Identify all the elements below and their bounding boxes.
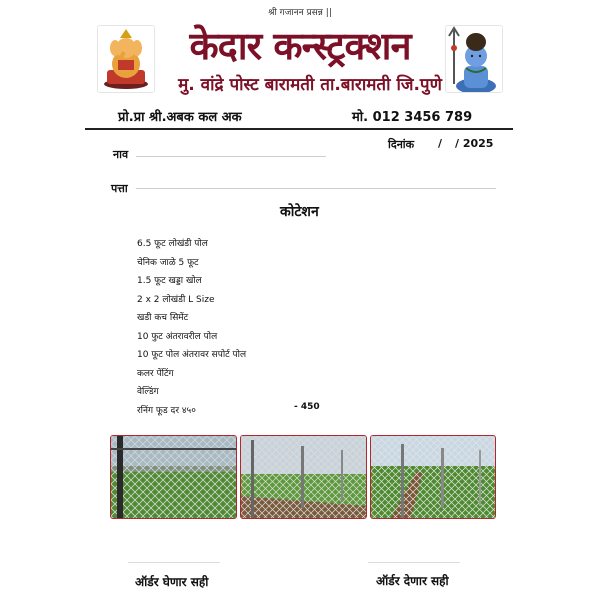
- quotation-item: कलर पेंटिंग: [137, 368, 174, 379]
- quotation-item: 6.5 फूट लोखंडी पोल: [137, 239, 208, 249]
- rate-price: - 450: [294, 402, 320, 412]
- receiver-signature-label: ऑर्डर घेणार सही: [135, 575, 209, 589]
- proprietor-name: प्रो.प्रा श्री.अबक कल अक: [118, 110, 242, 125]
- date-separator: /: [438, 137, 443, 150]
- address-label: पत्ता: [111, 182, 128, 195]
- giver-signature-line: [368, 562, 460, 563]
- fence-photo-3: [370, 435, 496, 519]
- giver-signature-label: ऑर्डर देणार सही: [376, 574, 449, 588]
- mobile-number: मो. 012 3456 789: [352, 110, 473, 125]
- header-divider: [85, 128, 513, 130]
- receiver-signature-line: [128, 562, 220, 563]
- ganesha-image: [97, 25, 155, 93]
- address-field-line[interactable]: [136, 188, 496, 189]
- company-name: केदार कन्स्ट्रक्शन: [189, 24, 411, 68]
- quotation-item: 10 फुट अंतरावरील पोल: [137, 331, 218, 342]
- company-address: मु. वांद्रे पोस्ट बारामती ता.बारामती जि.पुणे: [178, 75, 442, 95]
- quotation-item: 2 x 2 लोखंडी L Size: [137, 294, 215, 305]
- quotation-item: वेल्डिंग: [137, 387, 159, 397]
- quotation-item: रनिंग फूड दर ४५०: [137, 405, 196, 416]
- invocation-text: श्री गजानन प्रसन्न ||: [268, 8, 332, 18]
- date-label: दिनांक: [388, 138, 415, 151]
- fence-photo-1: [110, 435, 237, 519]
- quotation-item: 1.5 फूट खड्डा खोल: [137, 276, 202, 286]
- quotation-item: चेनिक जाळे 5 फूट: [137, 257, 199, 268]
- name-field-line[interactable]: [136, 156, 326, 157]
- quotation-items: [137, 235, 246, 420]
- fence-photo-2: [240, 435, 367, 519]
- date-year: / 2025: [455, 137, 494, 150]
- quotation-item: 10 फूट पोल अंतरावर सपोर्ट पोल: [137, 350, 247, 360]
- quotation-item: खडी कच सिमेंट: [137, 313, 189, 323]
- quotation-heading: कोटेशन: [280, 204, 319, 220]
- name-label: नाव: [113, 148, 129, 161]
